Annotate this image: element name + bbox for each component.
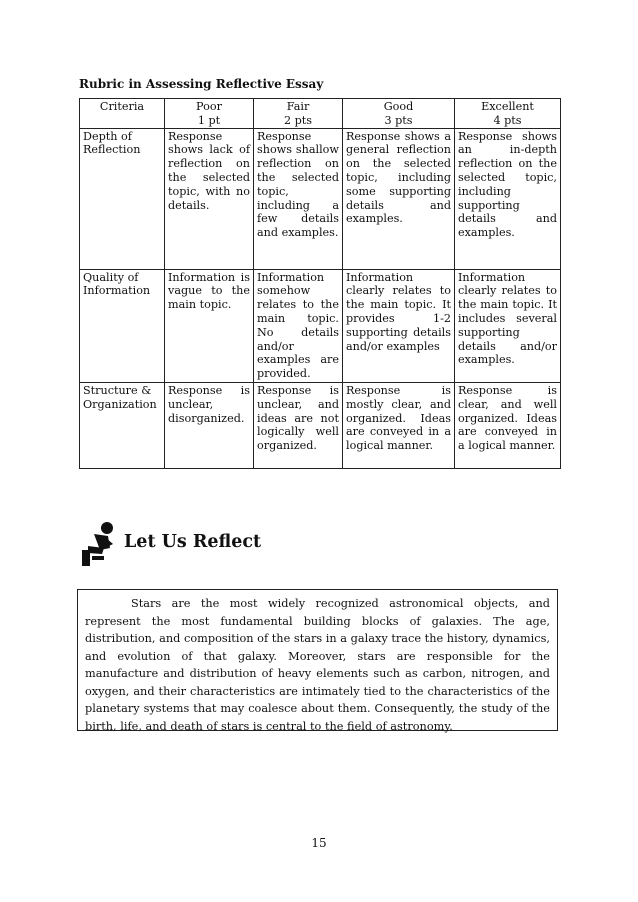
criterion-cell: Structure & Organization [80, 382, 165, 468]
reflect-heading: Let Us Reflect [124, 532, 262, 552]
header-excellent-points: 4 pts [493, 113, 522, 127]
header-fair-label: Fair [286, 100, 310, 113]
thinking-figure-icon [80, 520, 116, 566]
excellent-cell: Response shows an in-depth reflection on the selected topic, including supporting details and examples. [455, 128, 561, 269]
good-cell: Information clearly relates to the main topic. It provides 1-2 supporting details and/or examples [343, 269, 455, 382]
good-cell: Response shows a general reflection on the selected topic, including some supporting details and examples. [343, 128, 455, 269]
reflect-section-header [80, 520, 380, 568]
reflect-text-box [77, 589, 558, 731]
poor-cell: Response is unclear, disorganized. [165, 382, 254, 468]
criterion-cell: Depth of Reflection [80, 128, 165, 269]
page-number: 15 [311, 836, 327, 850]
header-criteria [80, 99, 165, 129]
header-good-points: 3 pts [384, 113, 413, 127]
rubric-header-row [80, 99, 561, 129]
table-row [80, 382, 561, 468]
fair-cell: Response shows shallow reflection on the selected topic, including a few details and examples. [254, 128, 343, 269]
header-good-label: Good [383, 100, 414, 113]
fair-cell: Response is unclear, and ideas are not logically well organized. [254, 382, 343, 468]
excellent-cell: Response is clear, and well organized. Ideas are conveyed in a logical manner. [455, 382, 561, 468]
criterion-cell: Quality of Information [80, 269, 165, 382]
reflect-paragraph: Stars are the most widely recognized astronomical objects, and represent the most fundamental building blocks of galaxies. The age, distribution, and composition of the stars in a galaxy trace the history, dynamics, and evolution of that galaxy. Moreover, stars are responsible for the manufacture and distribution of heavy elements such as carbon, nitrogen, and oxygen, and their characteristics are intimately tied to the characteristics of the planetary systems that may coalesce about them. Consequently, the study of the birth, life, and death of stars is central to the field of astronomy. [85, 597, 550, 733]
header-criteria-label: Criteria [99, 100, 145, 113]
header-fair-points: 2 pts [283, 113, 313, 127]
table-row [80, 269, 561, 382]
good-cell: Response is mostly clear, and organized. Ideas are conveyed in a logical manner. [343, 382, 455, 468]
header-poor-label: Poor [196, 100, 222, 113]
excellent-cell: Information clearly relates to the main topic. It includes several supporting details and/or examples. [455, 269, 561, 382]
header-poor-points: 1 pt [197, 113, 221, 127]
rubric-title: Rubric in Assessing Reflective Essay [79, 77, 324, 91]
header-good [343, 99, 455, 129]
poor-cell: Response shows lack of reflection on the selected topic, with no details. [165, 128, 254, 269]
header-poor [165, 99, 254, 129]
rubric-table [79, 98, 561, 469]
header-fair [254, 99, 343, 129]
header-excellent-label: Excellent [481, 100, 534, 113]
header-excellent [455, 99, 561, 129]
fair-cell: Information somehow relates to the main topic. No details and/or examples are provided. [254, 269, 343, 382]
poor-cell: Information is vague to the main topic. [165, 269, 254, 382]
table-row [80, 128, 561, 269]
